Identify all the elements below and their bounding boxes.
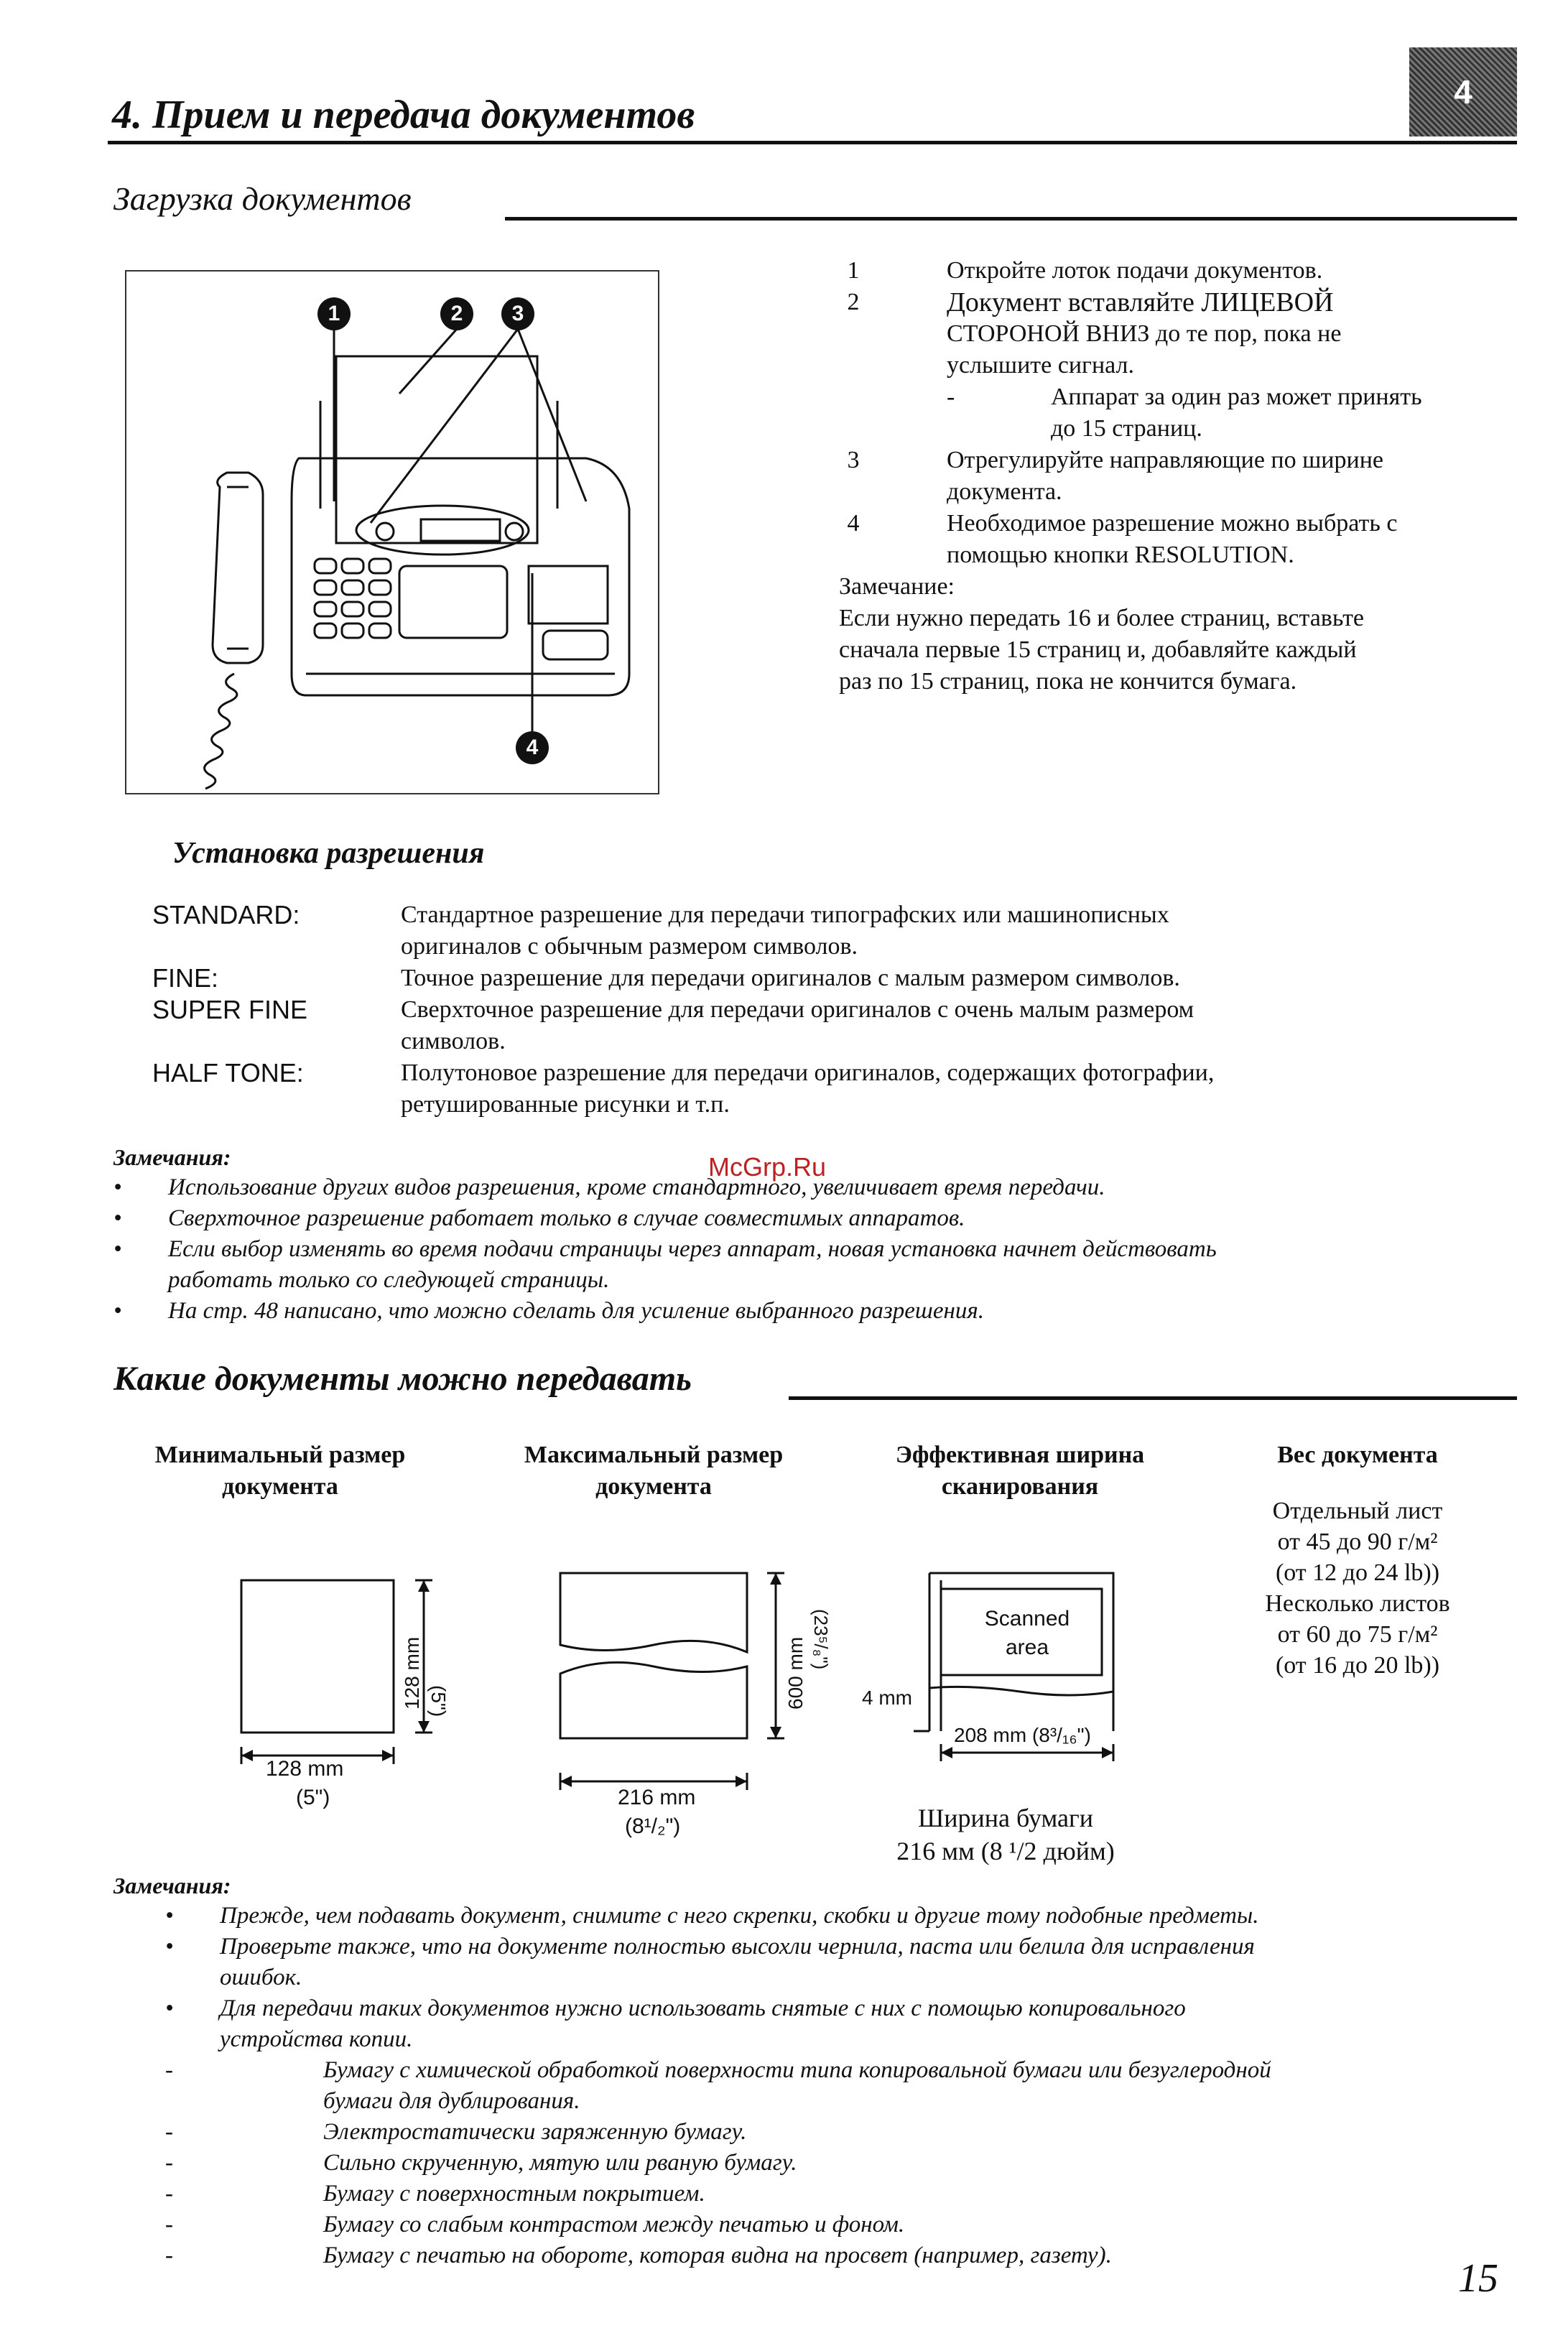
scan-width-label: 208 mm (8³/₁₆")	[951, 1724, 1094, 1747]
resolution-row-superfine: SUPER FINE Сверхточное разрешение для передачи оригиналов с очень малым размером символов.	[152, 995, 1194, 1054]
fax-illustration	[125, 270, 659, 794]
step-number: 2	[847, 289, 860, 315]
col-weight: Вес документа	[1277, 1442, 1438, 1468]
step-3: 3 Отрегулируйте направляющие по ширине документа.	[839, 445, 1521, 508]
sub-dash: -	[947, 384, 955, 410]
max-height-mm: 600 mm	[784, 1636, 807, 1710]
resolution-row-fine: FINE: Точное разрешение для передачи оригиналов с малым размером символов.	[152, 963, 1180, 993]
chapter-badge: 4	[1409, 47, 1517, 136]
page-number: 15	[1458, 2256, 1498, 2301]
loading-rule	[505, 217, 1517, 221]
note-item: • Использование других видов разрешения, кроме стандартного, увеличивает время передачи.	[113, 1174, 1105, 1200]
resolution-notes-label: Замечания:	[113, 1144, 231, 1170]
step-text: Откройте лоток подачи документов.	[947, 257, 1323, 284]
paper-width-caption: Ширина бумаги 216 мм (8 ¹/2 дюйм)	[896, 1804, 1115, 1865]
col-min-size: Минимальный размер документа	[154, 1442, 406, 1500]
max-width-in: (8¹/₂")	[625, 1814, 681, 1838]
col-scan-width: Эффективная ширина сканирования	[895, 1442, 1145, 1500]
note-dash: - Сильно скрученную, мятую или рваную бумагу.	[165, 2150, 797, 2176]
note-dash: - Электростатически заряженную бумагу.	[165, 2119, 747, 2145]
min-width-mm: 128 mm	[266, 1757, 344, 1781]
callout-3: 3	[501, 297, 534, 330]
max-size-diagram	[539, 1566, 840, 1846]
resolution-table	[152, 899, 1445, 1121]
remark-line: раз по 15 страниц, пока не кончится бумага.	[839, 668, 1297, 695]
step-2	[839, 287, 1521, 381]
resolution-notes	[113, 1172, 1478, 1327]
resolution-row-halftone: HALF TONE: Полутоновое разрешение для передачи оригиналов, содержащих фотографии, ретушированные рисунки и т.п.	[152, 1058, 1215, 1118]
step-1	[839, 255, 1521, 287]
resolution-label: FINE:	[152, 963, 219, 993]
weight-info: Отдельный лист от 45 до 90 г/м² (от 12 до 24 lb)) Несколько листов от 60 до 75 г/м² (от 16 до 20 lb))	[1265, 1498, 1450, 1679]
remark-label: Замечание:	[839, 573, 955, 600]
note-bullet: • Для передачи таких документов нужно использовать снятые с них с помощью копировального устройства копии.	[165, 1995, 1186, 2052]
step-number: 4	[847, 510, 860, 537]
callout-1: 1	[317, 297, 351, 330]
remark-line: сначала первые 15 страниц и, добавляйте каждый	[839, 636, 1357, 663]
step-4: 4 Необходимое разрешение можно выбрать с помощью кнопки RESOLUTION.	[839, 508, 1521, 571]
step-number: 1	[847, 257, 860, 284]
note-dash: - Бумагу со слабым контрастом между печатью и фоном.	[165, 2212, 905, 2237]
callout-2: 2	[440, 297, 473, 330]
note-bullet: • Прежде, чем подавать документ, снимите с него скрепки, скобки и другие тому подобные предметы.	[165, 1903, 1259, 1929]
min-size-diagram	[215, 1566, 503, 1824]
min-height-in: (5")	[427, 1685, 450, 1717]
resolution-label: SUPER FINE	[152, 995, 308, 1024]
loading-steps	[839, 255, 1521, 697]
note-dash: - Бумагу с химической обработкой поверхности типа копировальной бумаги или безуглеродной бумаги для дублирования.	[165, 2057, 1271, 2114]
scan-margin: 4 mm	[862, 1687, 912, 1709]
scan-width-diagram	[855, 1566, 1156, 1796]
title-rule	[108, 141, 1517, 144]
scan-label: Scanned area	[984, 1607, 1070, 1659]
documents-notes-label: Замечания:	[113, 1873, 231, 1898]
step-text: СТОРОНОЙ ВНИЗ до те пор, пока не	[947, 320, 1342, 347]
watermark: McGrp.Ru	[708, 1152, 827, 1182]
max-height-in: (23⁵/₈")	[810, 1609, 832, 1670]
note-dash: - Бумагу с поверхностным покрытием.	[165, 2181, 705, 2207]
step-text: услышите сигнал.	[947, 352, 1135, 379]
min-width-in: (5")	[296, 1786, 330, 1809]
resolution-label: STANDARD:	[152, 900, 300, 929]
callout-4: 4	[516, 731, 549, 764]
min-height-mm: 128 mm	[401, 1636, 423, 1710]
resolution-label: HALF TONE:	[152, 1058, 304, 1088]
step-text: Документ вставляйте ЛИЦЕВОЙ	[947, 287, 1334, 317]
note-item: • На стр. 48 написано, что можно сделать для усиление выбранного разрешения.	[113, 1298, 984, 1324]
step-2-sub: - Аппарат за один раз может принять до 15 страниц.	[839, 381, 1521, 445]
fax-machine-drawing	[126, 272, 658, 793]
documents-heading: Какие документы можно передавать	[113, 1360, 692, 1398]
col-max-size: Максимальный размер документа	[524, 1442, 784, 1500]
max-width-mm: 216 mm	[618, 1786, 696, 1809]
resolution-heading: Установка разрешения	[172, 837, 485, 870]
remark-line: Если нужно передать 16 и более страниц, вставьте	[839, 605, 1365, 631]
documents-notes	[165, 1901, 1501, 2271]
note-dash: - Бумагу с печатью на обороте, которая видна на просвет (например, газету).	[165, 2243, 1112, 2268]
note-item: • Если выбор изменять во время подачи страницы через аппарат, новая установка начнет действовать работать только со следующей страницы.	[113, 1236, 1217, 1293]
step-number: 3	[847, 447, 860, 473]
loading-heading: Загрузка документов	[113, 180, 412, 217]
resolution-row-standard: STANDARD: Стандартное разрешение для передачи типографских или машинописных оригиналов с обычным размером символов.	[152, 900, 1169, 960]
note-item: • Сверхточное разрешение работает только в случае совместимых аппаратов.	[113, 1205, 965, 1231]
note-bullet: • Проверьте также, что на документе полностью высохли чернила, паста или белила для исправления ошибок.	[165, 1934, 1255, 1990]
documents-rule	[789, 1396, 1517, 1400]
page-title: 4. Прием и передача документов	[112, 93, 695, 137]
